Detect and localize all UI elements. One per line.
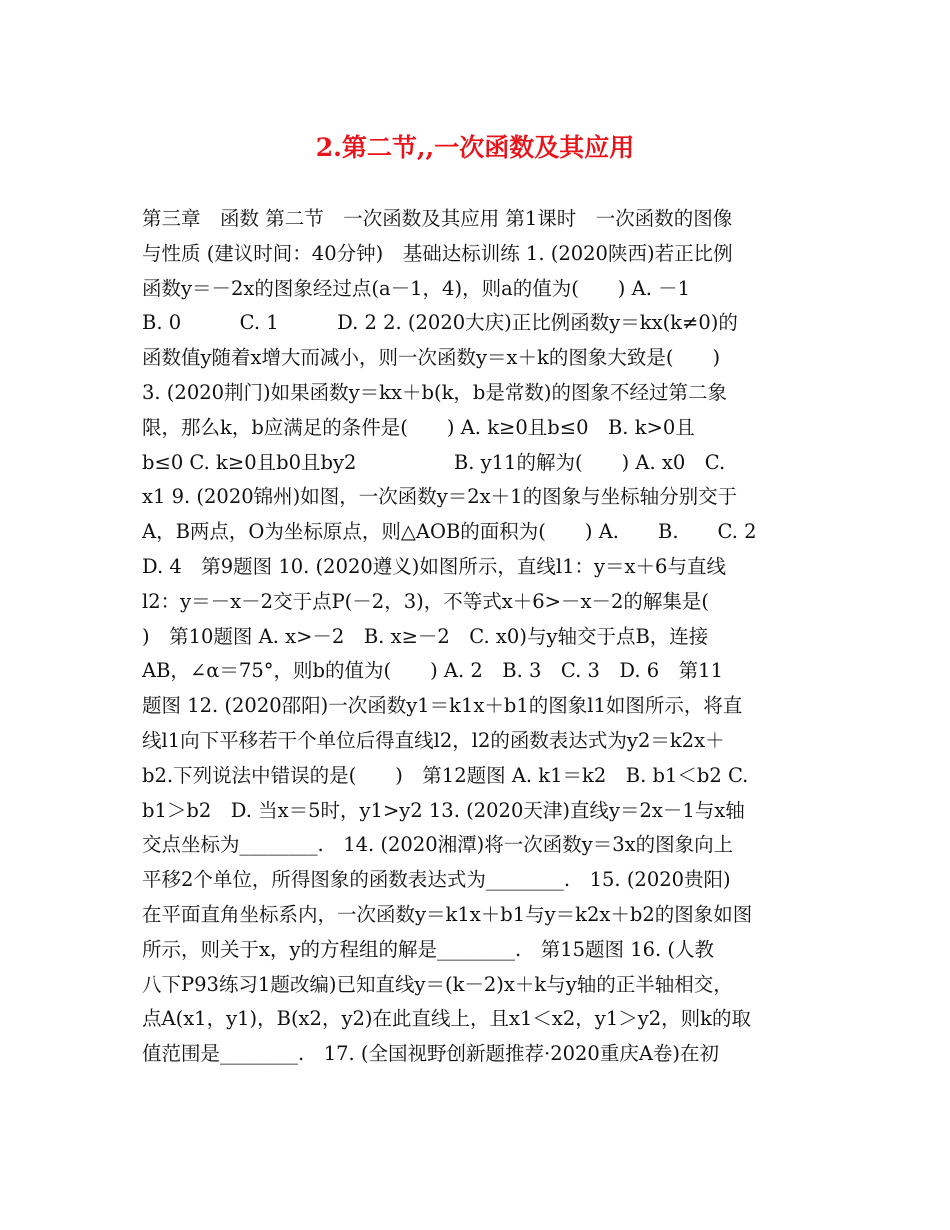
body-line: 3. (2020荆门)如果函数y＝kx＋b(k，b是常数)的图象不经过第二象 xyxy=(142,380,727,404)
body-line: 平移2个单位，所得图象的函数表达式为________. 15. (2020贵阳) xyxy=(142,868,731,892)
body-line: x1 9. (2020锦州)如图，一次函数y＝2x＋1的图象与坐标轴分别交于 xyxy=(142,485,738,509)
body-line: 题图 12. (2020邵阳)一次函数y1＝k1x＋b1的图象l1如图所示，将直 xyxy=(142,694,743,718)
body-line: 函数值y随着x增大而减小，则一次函数y＝x＋k的图象大致是( ) xyxy=(142,346,721,370)
body-line: D. 4 第9题图 10. (2020遵义)如图所示，直线l1：y＝x＋6与直线 xyxy=(142,554,726,578)
body-line: 所示，则关于x，y的方程组的解是________. 第15题图 16. (人教 xyxy=(142,937,715,961)
body-line: ) 第10题图 A. x>－2 B. x≥－2 C. x0)与y轴交于点B，连接 xyxy=(142,624,709,648)
body-line: 限，那么k，b应满足的条件是( ) A. k≥0且b≤0 B. k>0且 xyxy=(142,415,695,439)
body-line: 第三章 函数 第二节 一次函数及其应用 第1课时 一次函数的图像 xyxy=(142,207,733,230)
body-line: b2.下列说法中错误的是( ) 第12题图 A. k1＝k2 B. b1＜b2 C. xyxy=(142,763,749,787)
body-line: A，B两点，O为坐标原点，则△AOB的面积为( ) A. B. C. 2 xyxy=(142,520,757,544)
body-line: 线l1向下平移若干个单位后得直线l2，l2的函数表达式为y2＝k2x＋ xyxy=(142,728,725,752)
body-line: AB，∠α＝75°，则b的值为( ) A. 2 B. 3 C. 3 D. 6 第11 xyxy=(142,659,723,683)
document-title: 2.第二节,,一次函数及其应用 xyxy=(315,133,635,162)
body-line: B. 0 C. 1 D. 2 2. (2020大庆)正比例函数y＝kx(k≠0)的 xyxy=(142,311,738,335)
body-line: 交点坐标为________. 14. (2020湘潭)将一次函数y＝3x的图象向上 xyxy=(142,833,734,857)
body-line: b≤0 C. k≥0且b0且by2 B. y11的解为( ) A. x0 C. xyxy=(142,450,726,474)
body-line: 函数y＝－2x的图象经过点(a－1，4)，则a的值为( ) A. －1 xyxy=(142,276,690,300)
body-line: 点A(x1，y1)，B(x2，y2)在此直线上，且x1＜x2，y1＞y2，则k的取 xyxy=(142,1007,751,1031)
body-line: 值范围是________. 17. (全国视野创新题推荐·2020重庆A卷)在初 xyxy=(142,1042,720,1066)
body-line: b1＞b2 D. 当x＝5时，y1>y2 13. (2020天津)直线y＝2x－1与x轴 xyxy=(142,798,745,822)
body-line: l2：y＝－x－2交于点P(－2，3)，不等式x＋6>－x－2的解集是( xyxy=(142,589,709,613)
body-line: 在平面直角坐标系内，一次函数y＝k1x＋b1与y＝k2x＋b2的图象如图 xyxy=(142,902,753,926)
body-line: 八下P93练习1题改编)已知直线y＝(k－2)x＋k与y轴的正半轴相交， xyxy=(142,972,733,996)
body-line: 与性质 (建议时间：40分钟) 基础达标训练 1. (2020陕西)若正比例 xyxy=(142,241,733,265)
document-body xyxy=(142,202,822,1072)
